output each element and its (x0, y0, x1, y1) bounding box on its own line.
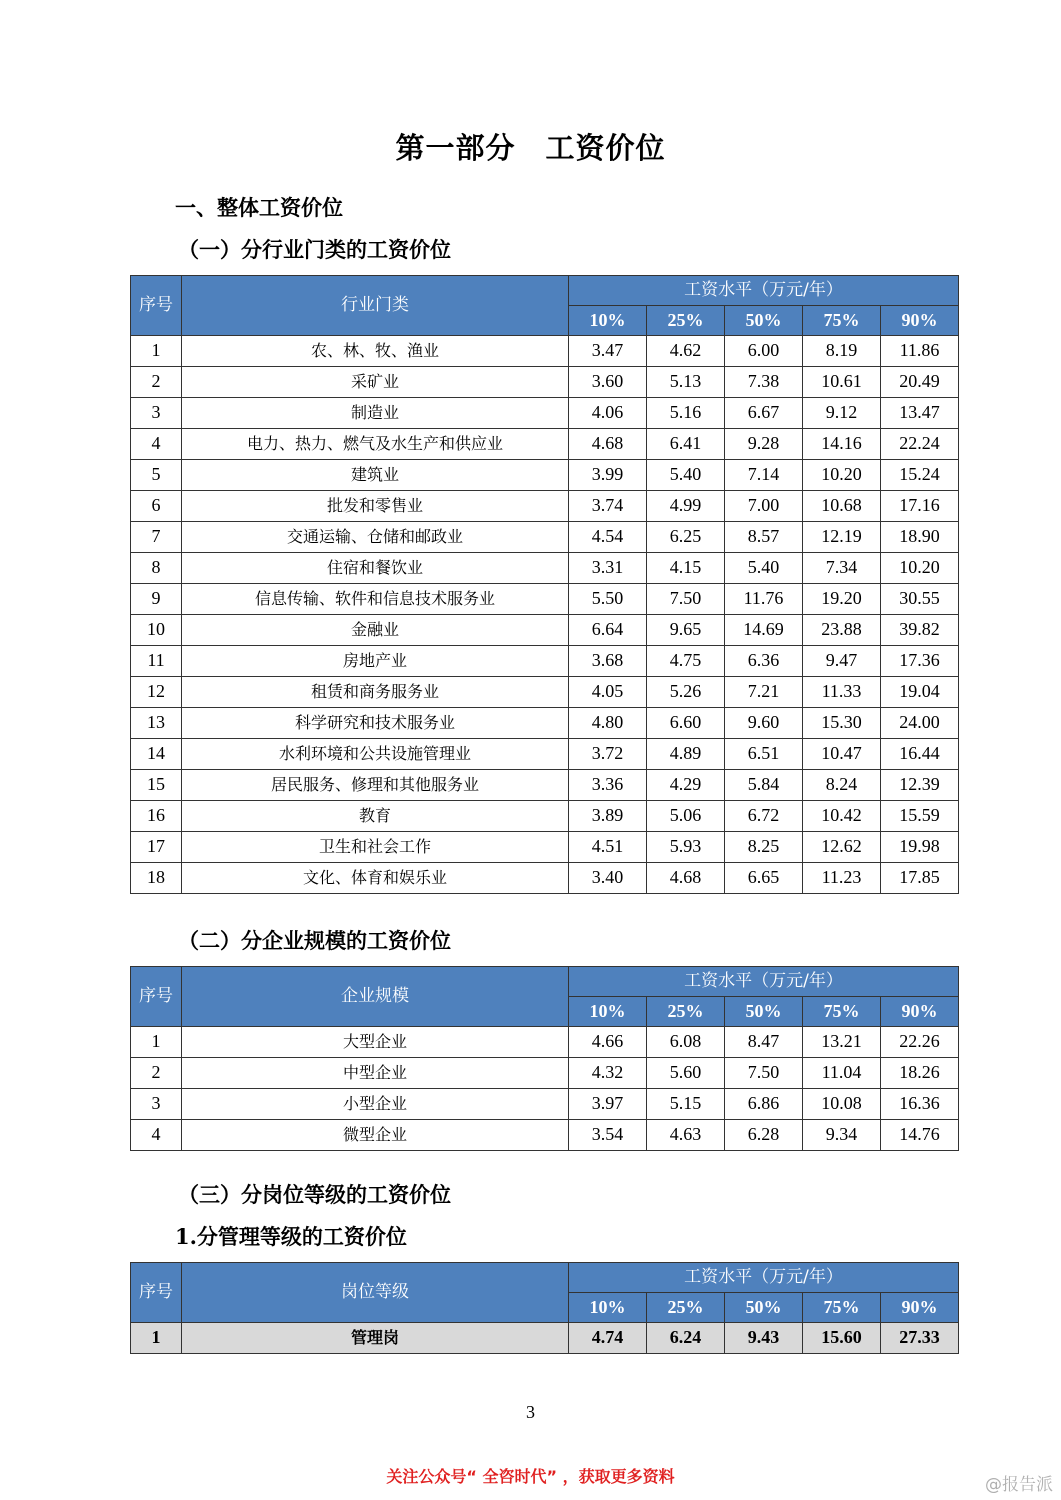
p10-cell: 4.06 (569, 398, 647, 429)
name-cell: 制造业 (182, 398, 569, 429)
p50-cell: 9.28 (725, 429, 803, 460)
p10-cell: 4.66 (569, 1027, 647, 1058)
name-cell: 教育 (182, 801, 569, 832)
p75-cell: 12.19 (803, 522, 881, 553)
p25-cell: 9.65 (647, 615, 725, 646)
seq-cell: 1 (131, 336, 182, 367)
table3-heading: 1.分管理等级的工资价位 (175, 1224, 407, 1249)
p10-cell: 4.32 (569, 1058, 647, 1089)
seq-cell: 6 (131, 491, 182, 522)
seq-cell: 14 (131, 739, 182, 770)
table-row (131, 615, 959, 646)
seq-cell: 4 (131, 1120, 182, 1151)
p25-cell: 4.63 (647, 1120, 725, 1151)
header-p25: 25% (647, 997, 725, 1027)
p75-cell: 8.24 (803, 770, 881, 801)
p25-cell: 4.68 (647, 863, 725, 894)
seq-cell: 3 (131, 398, 182, 429)
p10-cell: 4.74 (569, 1323, 647, 1354)
p10-cell: 3.36 (569, 770, 647, 801)
p50-cell: 7.00 (725, 491, 803, 522)
p50-cell: 11.76 (725, 584, 803, 615)
p75-cell: 11.33 (803, 677, 881, 708)
table-row (131, 1058, 959, 1089)
p25-cell: 7.50 (647, 584, 725, 615)
p75-cell: 15.30 (803, 708, 881, 739)
header-wage-level: 工资水平（万元/年） (569, 276, 959, 306)
p90-cell: 20.49 (881, 367, 959, 398)
seq-cell: 18 (131, 863, 182, 894)
table-row (131, 801, 959, 832)
p90-cell: 14.76 (881, 1120, 959, 1151)
table-row (131, 460, 959, 491)
p25-cell: 4.15 (647, 553, 725, 584)
p50-cell: 6.51 (725, 739, 803, 770)
p50-cell: 14.69 (725, 615, 803, 646)
header-p50: 50% (725, 997, 803, 1027)
p25-cell: 5.15 (647, 1089, 725, 1120)
seq-cell: 1 (131, 1323, 182, 1354)
header-p90: 90% (881, 997, 959, 1027)
p75-cell: 9.47 (803, 646, 881, 677)
p90-cell: 39.82 (881, 615, 959, 646)
header-p90: 90% (881, 306, 959, 336)
p50-cell: 6.36 (725, 646, 803, 677)
p75-cell: 10.68 (803, 491, 881, 522)
table-row (131, 429, 959, 460)
p50-cell: 8.47 (725, 1027, 803, 1058)
industry-wage-table (130, 275, 959, 894)
seq-cell: 2 (131, 1058, 182, 1089)
p75-cell: 14.16 (803, 429, 881, 460)
seq-cell: 10 (131, 615, 182, 646)
name-cell: 小型企业 (182, 1089, 569, 1120)
p50-cell: 7.14 (725, 460, 803, 491)
p90-cell: 17.85 (881, 863, 959, 894)
p50-cell: 9.43 (725, 1323, 803, 1354)
p10-cell: 3.68 (569, 646, 647, 677)
p90-cell: 22.24 (881, 429, 959, 460)
p25-cell: 5.60 (647, 1058, 725, 1089)
page-number: 3 (526, 1402, 535, 1422)
page-title: 第一部分 工资价位 (395, 131, 666, 165)
p25-cell: 6.24 (647, 1323, 725, 1354)
p25-cell: 5.16 (647, 398, 725, 429)
p10-cell: 4.80 (569, 708, 647, 739)
p25-cell: 5.40 (647, 460, 725, 491)
name-cell: 房地产业 (182, 646, 569, 677)
table-row (131, 1027, 959, 1058)
seq-cell: 16 (131, 801, 182, 832)
name-cell: 科学研究和技术服务业 (182, 708, 569, 739)
header-p75: 75% (803, 1293, 881, 1323)
table-row (131, 398, 959, 429)
name-cell: 管理岗 (182, 1323, 569, 1354)
name-cell: 电力、热力、燃气及水生产和供应业 (182, 429, 569, 460)
name-cell: 微型企业 (182, 1120, 569, 1151)
seq-cell: 13 (131, 708, 182, 739)
p90-cell: 10.20 (881, 553, 959, 584)
seq-cell: 1 (131, 1027, 182, 1058)
enterprise-size-wage-table (130, 966, 959, 1151)
name-cell: 采矿业 (182, 367, 569, 398)
seq-cell: 12 (131, 677, 182, 708)
p10-cell: 4.54 (569, 522, 647, 553)
p75-cell: 11.04 (803, 1058, 881, 1089)
p75-cell: 10.20 (803, 460, 881, 491)
name-cell: 批发和零售业 (182, 491, 569, 522)
header-p90: 90% (881, 1293, 959, 1323)
header-seq: 序号 (131, 1263, 182, 1323)
name-cell: 建筑业 (182, 460, 569, 491)
p90-cell: 15.24 (881, 460, 959, 491)
table-row (131, 677, 959, 708)
seq-cell: 11 (131, 646, 182, 677)
p10-cell: 3.40 (569, 863, 647, 894)
table-row (131, 832, 959, 863)
table2-heading: （二）分企业规模的工资价位 (178, 928, 451, 953)
table1-heading: （一）分行业门类的工资价位 (178, 237, 451, 262)
name-cell: 大型企业 (182, 1027, 569, 1058)
p75-cell: 10.42 (803, 801, 881, 832)
seq-cell: 17 (131, 832, 182, 863)
p50-cell: 7.50 (725, 1058, 803, 1089)
p25-cell: 6.25 (647, 522, 725, 553)
seq-cell: 7 (131, 522, 182, 553)
table-row (131, 1323, 959, 1354)
p90-cell: 13.47 (881, 398, 959, 429)
watermark: @报告派 (985, 1475, 1053, 1495)
p90-cell: 11.86 (881, 336, 959, 367)
p25-cell: 4.75 (647, 646, 725, 677)
p10-cell: 3.89 (569, 801, 647, 832)
p25-cell: 4.89 (647, 739, 725, 770)
p50-cell: 7.21 (725, 677, 803, 708)
section-heading-overall: 一、整体工资价位 (175, 195, 343, 220)
p75-cell: 10.47 (803, 739, 881, 770)
p25-cell: 4.62 (647, 336, 725, 367)
p90-cell: 19.98 (881, 832, 959, 863)
p25-cell: 6.60 (647, 708, 725, 739)
header-industry: 行业门类 (182, 276, 569, 336)
p50-cell: 6.86 (725, 1089, 803, 1120)
header-seq: 序号 (131, 276, 182, 336)
p10-cell: 3.31 (569, 553, 647, 584)
p10-cell: 3.60 (569, 367, 647, 398)
p10-cell: 4.68 (569, 429, 647, 460)
name-cell: 交通运输、仓储和邮政业 (182, 522, 569, 553)
p10-cell: 3.99 (569, 460, 647, 491)
seq-cell: 5 (131, 460, 182, 491)
seq-cell: 3 (131, 1089, 182, 1120)
p25-cell: 4.99 (647, 491, 725, 522)
p10-cell: 5.50 (569, 584, 647, 615)
p25-cell: 5.13 (647, 367, 725, 398)
header-p25: 25% (647, 306, 725, 336)
p75-cell: 15.60 (803, 1323, 881, 1354)
header-wage-level: 工资水平（万元/年） (569, 1263, 959, 1293)
p75-cell: 19.20 (803, 584, 881, 615)
p50-cell: 5.40 (725, 553, 803, 584)
header-p50: 50% (725, 1293, 803, 1323)
section-heading-position-level: （三）分岗位等级的工资价位 (178, 1182, 451, 1207)
p75-cell: 9.12 (803, 398, 881, 429)
seq-cell: 8 (131, 553, 182, 584)
p50-cell: 8.57 (725, 522, 803, 553)
p75-cell: 9.34 (803, 1120, 881, 1151)
p10-cell: 3.54 (569, 1120, 647, 1151)
p90-cell: 27.33 (881, 1323, 959, 1354)
p50-cell: 6.65 (725, 863, 803, 894)
header-enterprise-size: 企业规模 (182, 967, 569, 1027)
seq-cell: 15 (131, 770, 182, 801)
p50-cell: 8.25 (725, 832, 803, 863)
p50-cell: 6.67 (725, 398, 803, 429)
p90-cell: 19.04 (881, 677, 959, 708)
p10-cell: 4.05 (569, 677, 647, 708)
p90-cell: 17.16 (881, 491, 959, 522)
header-p10: 10% (569, 997, 647, 1027)
header-wage-level: 工资水平（万元/年） (569, 967, 959, 997)
name-cell: 租赁和商务服务业 (182, 677, 569, 708)
name-cell: 卫生和社会工作 (182, 832, 569, 863)
table-row (131, 336, 959, 367)
p90-cell: 16.44 (881, 739, 959, 770)
p50-cell: 6.00 (725, 336, 803, 367)
p50-cell: 7.38 (725, 367, 803, 398)
table-row (131, 1120, 959, 1151)
p10-cell: 3.47 (569, 336, 647, 367)
name-cell: 文化、体育和娱乐业 (182, 863, 569, 894)
table-row (131, 708, 959, 739)
header-p50: 50% (725, 306, 803, 336)
p90-cell: 22.26 (881, 1027, 959, 1058)
p25-cell: 6.08 (647, 1027, 725, 1058)
p75-cell: 23.88 (803, 615, 881, 646)
p75-cell: 11.23 (803, 863, 881, 894)
p90-cell: 30.55 (881, 584, 959, 615)
table-row (131, 584, 959, 615)
p75-cell: 10.08 (803, 1089, 881, 1120)
p75-cell: 12.62 (803, 832, 881, 863)
p10-cell: 4.51 (569, 832, 647, 863)
name-cell: 水利环境和公共设施管理业 (182, 739, 569, 770)
p90-cell: 18.90 (881, 522, 959, 553)
p50-cell: 5.84 (725, 770, 803, 801)
p25-cell: 6.41 (647, 429, 725, 460)
seq-cell: 9 (131, 584, 182, 615)
p90-cell: 17.36 (881, 646, 959, 677)
p25-cell: 5.26 (647, 677, 725, 708)
p50-cell: 9.60 (725, 708, 803, 739)
header-p75: 75% (803, 997, 881, 1027)
header-p25: 25% (647, 1293, 725, 1323)
table-row (131, 646, 959, 677)
p90-cell: 16.36 (881, 1089, 959, 1120)
table-row (131, 1089, 959, 1120)
table-row (131, 770, 959, 801)
management-level-wage-table (130, 1262, 959, 1354)
name-cell: 住宿和餐饮业 (182, 553, 569, 584)
p10-cell: 3.72 (569, 739, 647, 770)
header-p10: 10% (569, 1293, 647, 1323)
p75-cell: 7.34 (803, 553, 881, 584)
name-cell: 居民服务、修理和其他服务业 (182, 770, 569, 801)
table-row (131, 863, 959, 894)
p90-cell: 15.59 (881, 801, 959, 832)
p75-cell: 13.21 (803, 1027, 881, 1058)
table-row (131, 367, 959, 398)
p10-cell: 6.64 (569, 615, 647, 646)
p90-cell: 18.26 (881, 1058, 959, 1089)
table-row (131, 491, 959, 522)
name-cell: 信息传输、软件和信息技术服务业 (182, 584, 569, 615)
p25-cell: 4.29 (647, 770, 725, 801)
footer-note: 关注公众号“ 全咨时代” ，获取更多资料 (386, 1467, 675, 1486)
header-p10: 10% (569, 306, 647, 336)
p75-cell: 10.61 (803, 367, 881, 398)
table-row (131, 739, 959, 770)
header-seq: 序号 (131, 967, 182, 1027)
p50-cell: 6.28 (725, 1120, 803, 1151)
header-position-level: 岗位等级 (182, 1263, 569, 1323)
header-p75: 75% (803, 306, 881, 336)
name-cell: 农、林、牧、渔业 (182, 336, 569, 367)
p75-cell: 8.19 (803, 336, 881, 367)
p10-cell: 3.97 (569, 1089, 647, 1120)
p90-cell: 24.00 (881, 708, 959, 739)
name-cell: 金融业 (182, 615, 569, 646)
table-row (131, 553, 959, 584)
seq-cell: 2 (131, 367, 182, 398)
p25-cell: 5.06 (647, 801, 725, 832)
seq-cell: 4 (131, 429, 182, 460)
table-row (131, 522, 959, 553)
p25-cell: 5.93 (647, 832, 725, 863)
name-cell: 中型企业 (182, 1058, 569, 1089)
p50-cell: 6.72 (725, 801, 803, 832)
p10-cell: 3.74 (569, 491, 647, 522)
p90-cell: 12.39 (881, 770, 959, 801)
